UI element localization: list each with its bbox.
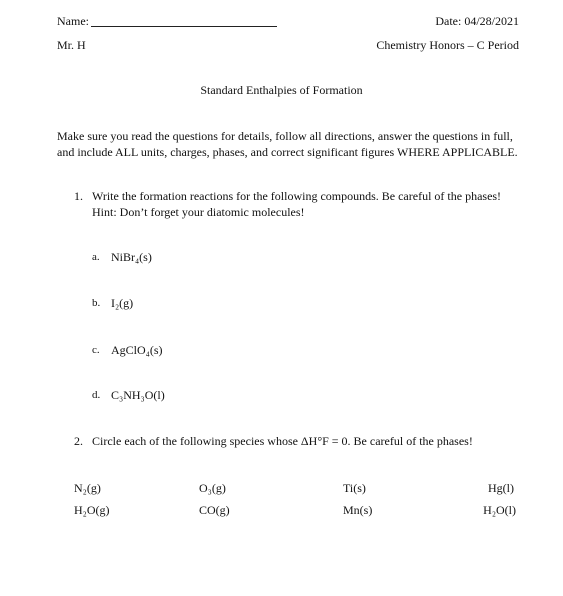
name-blank-line[interactable] (91, 26, 277, 27)
species-o3-gas[interactable]: O₃(g) (199, 481, 226, 495)
question-1-number: 1. (74, 189, 83, 203)
item-a-compound: NiBr₄(s) (111, 250, 152, 264)
teacher-name: Mr. H (57, 38, 86, 52)
item-a-letter: a. (92, 251, 100, 263)
course-label: Chemistry Honors – C Period (376, 38, 519, 52)
item-d-compound: C₃NH₃O(l) (111, 388, 165, 402)
name-label: Name: (57, 14, 89, 28)
species-h2o-liquid[interactable]: H₂O(l) (483, 503, 516, 517)
question-1-hint: Hint: Don’t forget your diatomic molecules! (92, 205, 305, 219)
species-co-gas[interactable]: CO(g) (199, 503, 230, 517)
item-b-compound: I₂(g) (111, 296, 134, 310)
species-n2-gas[interactable]: N₂(g) (74, 481, 101, 495)
question-2-text: Circle each of the following species whose ΔH°F = 0. Be careful of the phases! (92, 434, 473, 448)
item-c-compound: AgClO₄(s) (111, 343, 163, 357)
item-b-letter: b. (92, 297, 101, 309)
item-d-letter: d. (92, 389, 101, 401)
species-h2o-gas[interactable]: H₂O(g) (74, 503, 110, 517)
date-label: Date: 04/28/2021 (435, 14, 519, 28)
page-title: Standard Enthalpies of Formation (200, 83, 363, 97)
species-mn-solid[interactable]: Mn(s) (343, 503, 373, 517)
instructions-paragraph: Make sure you read the questions for details, follow all directions, answer the questions in full, and include ALL units, charges, phases, and correct significant figures WHERE APPLICABLE. (57, 129, 518, 159)
species-hg-liquid[interactable]: Hg(l) (488, 481, 514, 495)
species-ti-solid[interactable]: Ti(s) (343, 481, 366, 495)
question-1-text: Write the formation reactions for the following compounds. Be careful of the phases! (92, 189, 502, 203)
item-c-letter: c. (92, 344, 100, 356)
question-2-number: 2. (74, 434, 83, 448)
